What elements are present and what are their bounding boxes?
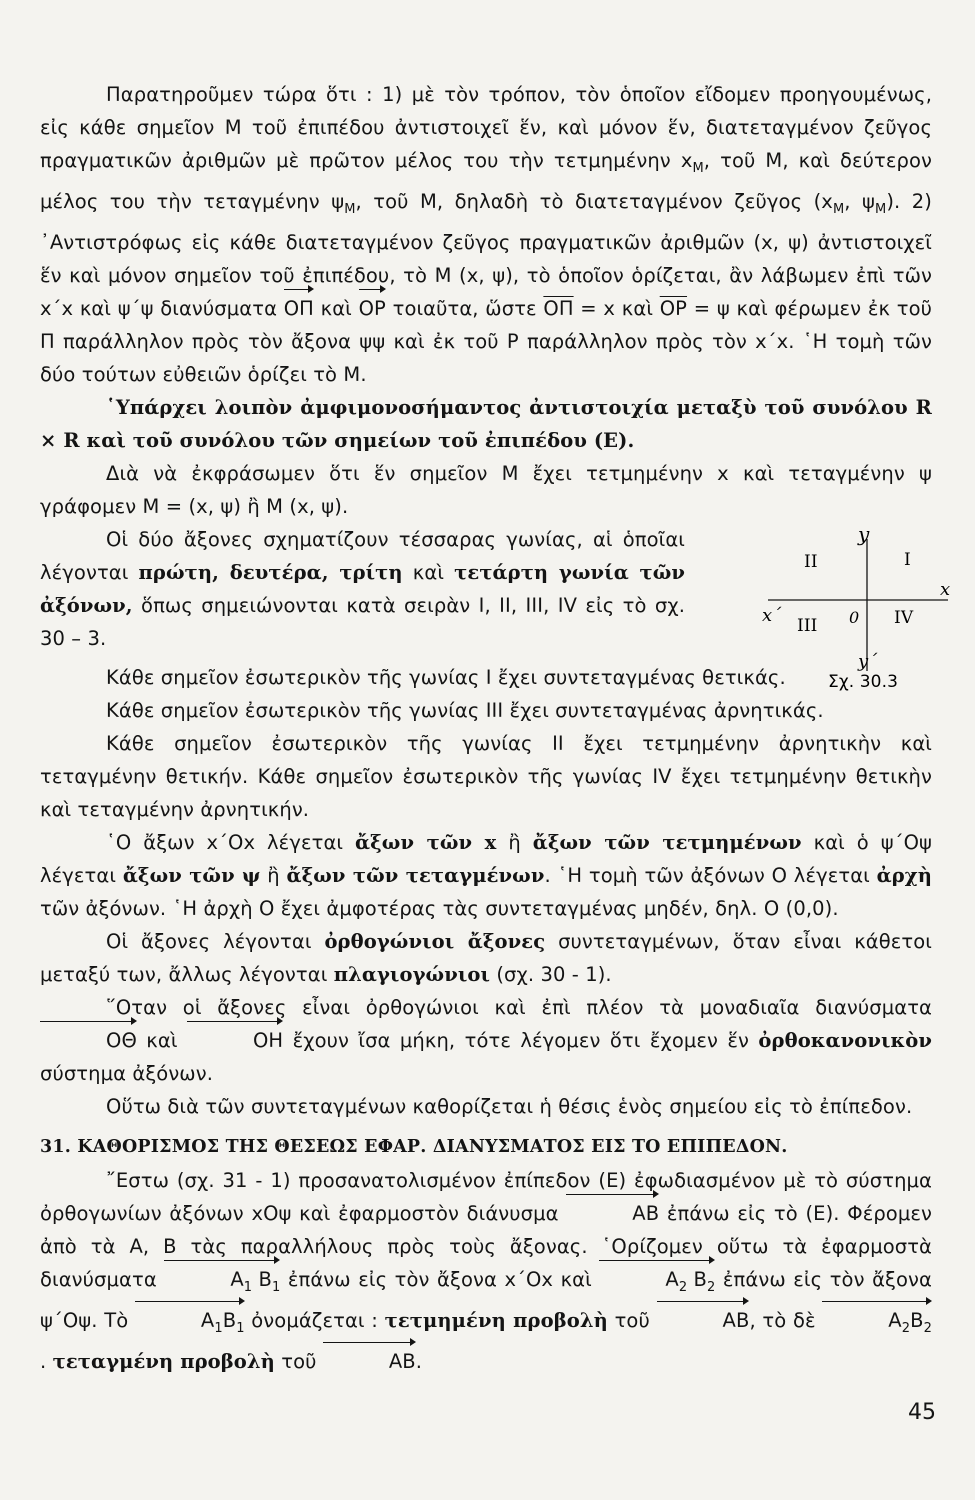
x-prime-label: x΄ xyxy=(762,604,782,626)
segment-or: $\overline{OP}$ xyxy=(659,296,688,320)
vector-or: ΟΡ xyxy=(359,292,386,325)
figure-axes xyxy=(718,519,951,692)
paragraph-bijection: ῾Υπάρχει λοιπὸν ἀμφιμονοσήμαντος ἀντιστοιχία μεταξὺ τοῦ συνόλου R × R καὶ τοῦ συνόλου τῶν σημείων τοῦ ἐπιπέδου (Ε). xyxy=(40,395,932,452)
vector-ab-2: ΑΒ xyxy=(657,1304,750,1337)
text-body xyxy=(40,78,951,1378)
vector-a1b1-1: $A_1$ $B_1$ xyxy=(164,1263,280,1304)
x-label: x xyxy=(940,578,951,600)
vector-a1b1-2: $A_1B_1$ xyxy=(135,1304,245,1345)
vector-ot: ΟΘ xyxy=(40,1024,137,1057)
paragraph-quadrants-2-4: Κάθε σημεῖον ἐσωτερικὸν τῆς γωνίας ΙΙ ἔχει τετμημένην ἀρνητικὴν καὶ τεταγμένην θετικήν. Κάθε σημεῖον ἐσωτερικὸν τῆς γωνίας IV ἔχει τετμημένην θετικὴν καὶ τεταγμένην ἀρνητικήν. xyxy=(40,731,932,821)
quadrant-2-label: II xyxy=(804,551,818,572)
vector-a2b2-2: $A_2B_2$ xyxy=(822,1304,932,1345)
paragraph-correspondence: Παρατηροῦμεν τώρα ὅτι : 1) μὲ τὸν τρόπον, τὸν ὁποῖον εἴδομεν προηγουμένως, εἰς κάθε σημεῖον Μ τοῦ ἐπιπέδου ἀντιστοιχεῖ ἕν, καὶ μόνον ἕν, διατεταγμένον ζεῦγος πραγματικῶν ἀριθμῶν μὲ πρῶτον μέλος του τὴν τετμημένην $x_M$, τοῦ Μ, καὶ δεύτερον μέλος του τὴν τεταγμένην $\psi_M$, τοῦ Μ, δηλαδὴ τὸ διατεταγμένον ζεῦγος ($x_M$, $\psi_M$). 2) ᾿Αντιστρόφως εἰς κάθε διατεταγμένον ζεῦγος πραγματικῶν ἀριθμῶν (x, ψ) ἀντιστοιχεῖ ἕν καὶ μόνον σημεῖον τοῦ ἐπιπέδου, τὸ Μ (x, ψ), τὸ ὁποῖον ὁρίζεται, ἂν λάβωμεν ἐπὶ τῶν x΄x καὶ ψ΄ψ διανύσματα ΟΠ καὶ ΟΡ τοιαῦτα, ὥστε $\overline{O\Pi} = x$ καὶ $\overline{OP} = \psi$ καὶ φέρωμεν ἐκ τοῦ Π παράλληλον πρὸς τὸν ἄξονα ψψ καὶ ἐκ τοῦ Ρ παράλληλον πρὸς τὸν x΄x. ῾Η τομὴ τῶν δύο τούτων εὐθειῶν ὁρίζει τὸ Μ. xyxy=(40,83,933,386)
figure-caption: Σχ. 30.3 xyxy=(828,671,899,692)
paragraph-quadrants: Οἱ δύο ἄξονες σχηματίζουν τέσσαρας γωνίας, αἱ ὁποῖαι λέγονται πρώτη, δευτέρα, τρίτη καὶ τετάρτη γωνία τῶν ἀξόνων, ὅπως σημειώνονται κατὰ σειρὰν Ι, ΙΙ, ΙΙΙ, ΙV εἰς τὸ σχ. 30 – 3. xyxy=(40,527,686,650)
vector-op: ΟΠ xyxy=(284,292,314,325)
section-heading: 31. ΚΑΘΟΡΙΣΜΟΣ ΤΗΣ ΘΕΣΕΩΣ ΕΦΑΡ. ΔΙΑΝΥΣΜΑΤΟΣ ΕΙΣ ΤΟ ΕΠΙΠΕΔΟΝ. xyxy=(40,1136,788,1157)
quadrant-4-label: IV xyxy=(894,607,914,628)
axes-diagram xyxy=(718,519,951,692)
page-number: 45 xyxy=(908,1400,936,1425)
paragraph-position: Οὕτω διὰ τῶν συντεταγμένων καθορίζεται ἡ θέσις ἑνὸς σημείου εἰς τὸ ἐπίπεδον. xyxy=(106,1094,913,1118)
vector-ab-3: ΑΒ xyxy=(323,1345,416,1378)
paragraph-quadrant-3: Κάθε σημεῖον ἐσωτερικὸν τῆς γωνίας ΙΙΙ ἔχει συντεταγμένας ἀρνητικάς. xyxy=(106,698,824,722)
paragraph-orthonormal: ῞Οταν οἱ ἄξονες εἶναι ὀρθογώνιοι καὶ ἐπὶ πλέον τὰ μοναδιαῖα διανύσματα ΟΘ καὶ ΟΗ ἔχουν ἴσα μήκη, τότε λέγομεν ὅτι ἔχομεν ἕν ὀρθοκανονικὸν σύστημα ἀξόνων. xyxy=(40,995,932,1085)
paragraph-projections: ῎Εστω (σχ. 31 - 1) προσανατολισμένον ἐπίπεδον (Ε) ἐφωδιασμένον μὲ τὸ σύστημα ὀρθογωνίων ἀξόνων xΟψ καὶ ἐφαρμοστὸν διάνυσμα ΑΒ ἐπάνω εἰς τὸ (Ε). Φέρομεν ἀπὸ τὰ Α, Β τὰς παραλλήλους πρὸς τοὺς ἄξονας. ῾Ορίζομεν οὕτω τὰ ἐφαρμοστὰ διανύσματα $A_1$ $B_1$ ἐπάνω εἰς τὸν ἄξονα x΄Οx καὶ $A_2$ $B_2$ ἐπάνω εἰς τὸν ἄξονα ψ΄Οψ. Τὸ $A_1B_1$ ὀνομάζεται : τετμημένη προβολὴ τοῦ ΑΒ, τὸ δὲ $A_2B_2$. τεταγμένη προβολὴ τοῦ ΑΒ. xyxy=(40,1164,932,1378)
vector-a2b2-1: $A_2$ $B_2$ xyxy=(599,1263,715,1304)
paragraph-orthogonal: Οἱ ἄξονες λέγονται ὀρθογώνιοι ἄξονες συντεταγμένων, ὅταν εἶναι κάθετοι μεταξύ των, ἄλλως λέγονται πλαγιογώνιοι (σχ. 30 - 1). xyxy=(40,929,932,986)
vector-ab-1: ΑΒ xyxy=(566,1197,659,1230)
y-prime-label: y΄ xyxy=(858,650,878,672)
quadrant-3-label: III xyxy=(797,615,818,636)
segment-op: $\overline{O\Pi}$ xyxy=(543,296,574,320)
y-label: y xyxy=(858,521,870,546)
origin-label: 0 xyxy=(849,607,860,627)
paragraph-quadrant-1: Κάθε σημεῖον ἐσωτερικὸν τῆς γωνίας Ι ἔχει συντεταγμένας θετικάς. xyxy=(106,665,786,689)
paragraph-axis-names: ῾Ο ἄξων x΄Οx λέγεται ἄξων τῶν x ἢ ἄξων τῶν τετμημένων καὶ ὁ ψ΄Οψ λέγεται ἄξων τῶν ψ ἢ ἄξων τῶν τεταγμένων. ῾Η τομὴ τῶν ἀξόνων Ο λέγεται ἀρχὴ τῶν ἀξόνων. ῾Η ἀρχὴ Ο ἔχει ἀμφοτέρας τὰς συντεταγμένας μηδέν, δηλ. Ο (0,0). xyxy=(40,830,933,920)
quadrant-1-label: I xyxy=(904,549,911,570)
paragraph-notation: Διὰ νὰ ἐκφράσωμεν ὅτι ἕν σημεῖον Μ ἔχει τετμημένην x καὶ τεταγμένην ψ γράφομεν Μ = (x, ψ) ἢ Μ (x, ψ). xyxy=(40,461,932,518)
vector-oh: ΟΗ xyxy=(187,1024,283,1057)
